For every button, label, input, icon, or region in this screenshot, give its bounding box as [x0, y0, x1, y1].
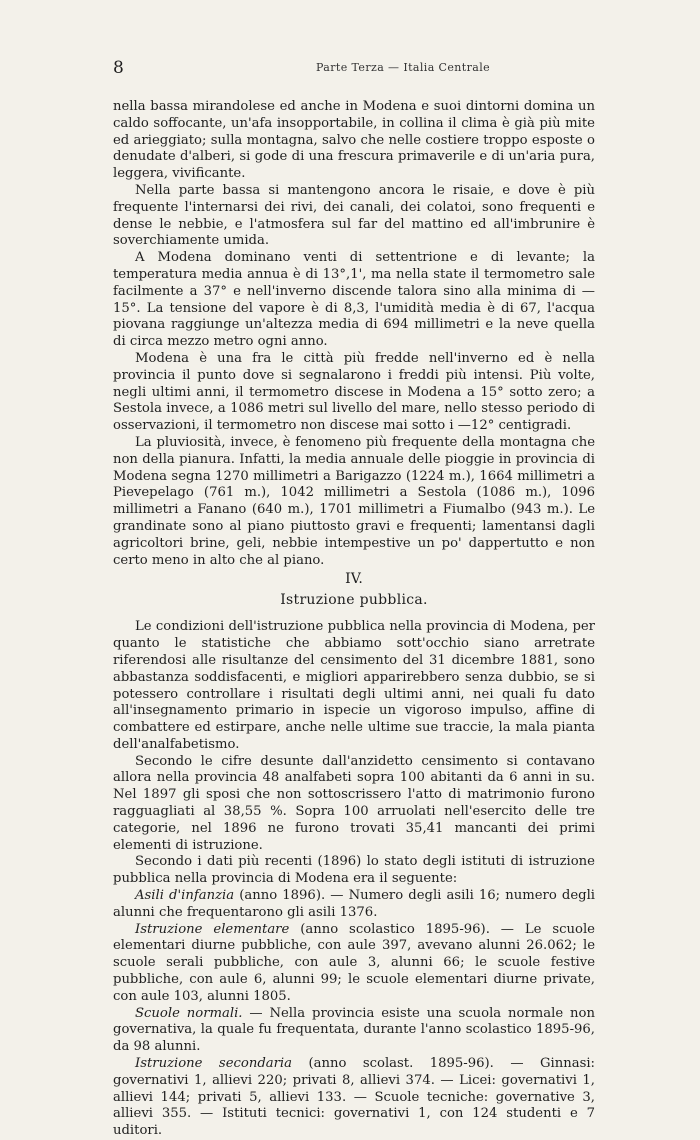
entry-lead: Istruzione secondaria	[135, 1056, 293, 1072]
entry-asili	[113, 888, 595, 922]
paragraph: Modena è una fra le città più fredde nell'inverno ed è nella provincia il punto dove si segnalarono i freddi più intensi. Più volte, negli ultimi anni, il termometro discese in Modena a 15° sotto zero; a Sestola invece, a 1086 metri sul livello del mare, nello stesso periodo di osservazioni, il termometro non discese mai sotto i —12° centigradi.	[113, 350, 595, 434]
entry-lead: Asili d'infanzia	[135, 888, 235, 904]
entry-istruzione-elementare	[113, 922, 595, 1006]
paragraph: Secondo le cifre desunte dall'anzidetto censimento si contavano allora nella provincia 48 analfabeti sopra 100 abitanti da 6 anni in su. Nel 1897 gli sposi che non sottoscrissero l'atto di matrimonio furono ragguagliati al 38,55 %. Sopra 100 arruolati nell'esercito delle tre categorie, nel 1896 ne furono trovati 35,41 mancanti dei primi elementi di istruzione.	[113, 753, 595, 853]
paragraph: nella bassa mirandolese ed anche in Modena e suoi dintorni domina un caldo soffocante, un'afa insopportabile, in collina il clima è già più mite ed arieggiato; sulla montagna, salvo che nelle costiere troppo esposte o denudate d'alberi, si gode di una frescura primaverile e di un'aria pura, leggera, vivificante.	[113, 99, 595, 182]
page-number: 8	[113, 58, 125, 78]
entry-text: (anno 1896). — Numero degli asili 16; numero degli alunni che frequentarono gli asili 1376.	[113, 888, 596, 920]
entry-text: (anno scolastico 1895-96). — Le scuole elementari diurne pubbliche, con aule 397, avevano alunni 26.062; le scuole serali pubbliche, con aule 3, alunni 66; le scuole festive pubbliche, con aule 6, alunni 99; le scuole elementari diurne private, con aule 103, alunni 1805.	[113, 921, 595, 1004]
page-header	[113, 58, 593, 80]
entry-istruzione-secondaria	[113, 1056, 595, 1140]
paragraph: Secondo i dati più recenti (1896) lo stato degli istituti di istruzione pubblica nella provincia di Modena era il seguente:	[113, 854, 595, 887]
entry-lead: Istruzione elementare	[135, 921, 290, 937]
entry-text: (anno scolast. 1895-96). — Ginnasi: governativi 1, allievi 220; privati 8, allievi 374. — Licei: governativi 1, allievi 144; privati 5, allievi 133. — Scuole tecniche: governative 3, allievi 355. — Istituti tecnici: governativi 1, con 124 studenti e 7 uditori.	[113, 1056, 595, 1139]
paragraph: A Modena dominano venti di settentrione e di levante; la temperatura media annua è di 13°,1', ma nella state il termometro sale facilmente a 37° e nell'inverno discende talora sino alla minima di —15°. La tensione del vapore è di 8,3, l'umidità media è di 67, l'acqua piovana raggiunge un'altezza media di 694 millimetri e la neve quella di circa mezzo metro ogni anno.	[113, 250, 595, 350]
body-text	[113, 99, 595, 1140]
paragraph: Nella parte bassa si mantengono ancora le risaie, e dove è più frequente l'internarsi dei rivi, dei canali, dei colatoi, sono frequenti e dense le nebbie, e l'atmosfera sul far del mattino ed all'imbrunire è soverchiamente umida.	[113, 182, 595, 249]
entry-lead: Scuole normali.	[135, 1005, 243, 1021]
running-head: Parte Terza — Italia Centrale	[316, 61, 491, 74]
entry-scuole-normali	[113, 1006, 595, 1056]
paragraph: La pluviosità, invece, è fenomeno più frequente della montagna che non della pianura. Infatti, la media annuale delle pioggie in provincia di Modena segna 1270 millimetri a Barigazzo (1224 m.), 1664 millimetri a Pievepelago (761 m.), 1042 millimetri a Sestola (1086 m.), 1096 millimetri a Fanano (640 m.), 1701 millimetri a Fiumalbo (943 m.). Le grandinate sono al piano piuttosto gravi e frequenti; lamentansi dagli agricoltori brine, geli, nebbie intempestive un po' dappertutto e non certo meno in alto che al piano.	[113, 434, 595, 568]
section-numeral: IV.	[345, 571, 363, 588]
section-title: Istruzione pubblica.	[280, 592, 428, 609]
paragraph: Le condizioni dell'istruzione pubblica nella provincia di Modena, per quanto le statistiche che abbiamo sott'occhio siano arretrate riferendosi alle risultanze del censimento del 31 dicembre 1881, sono abbastanza soddisfacenti, e migliori apparirebbero senza dubbio, se si potessero controllare i risultati degli ultimi anni, nei quali fu dato all'insegnamento primario in ispecie un vigoroso impulso, affine di combattere ed estirpare, anche nelle ultime sue traccie, la mala pianta dell'analfabetismo.	[113, 619, 595, 752]
entry-text: — Nella provincia esiste una scuola normale non governativa, la quale fu frequentata, durante l'anno scolastico 1895-96, da 98 alunni.	[113, 1005, 595, 1055]
